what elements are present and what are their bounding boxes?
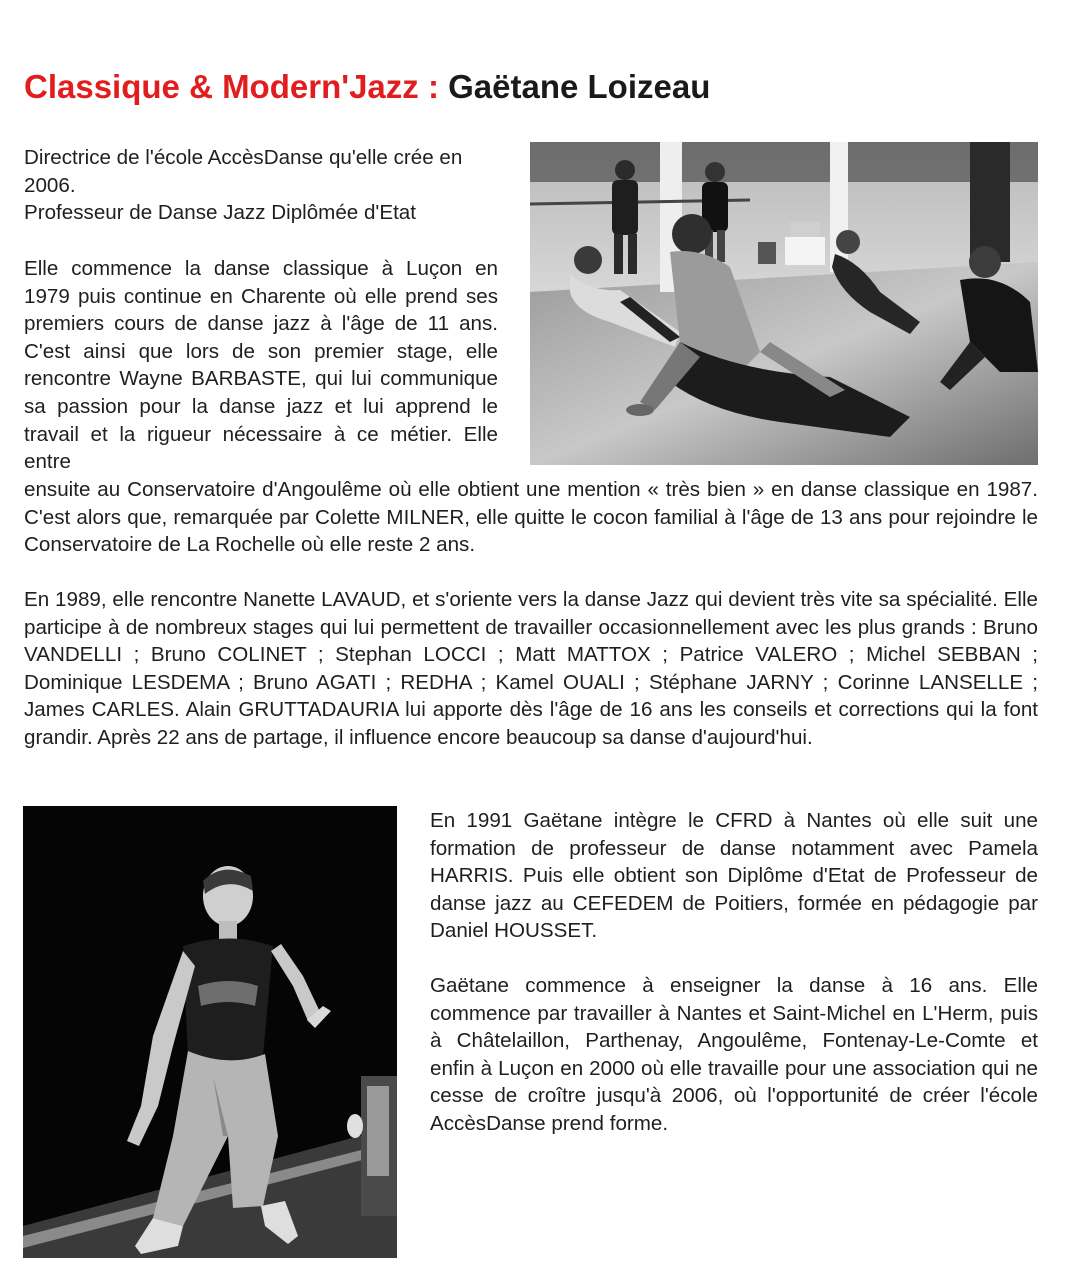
page-title: [24, 66, 710, 108]
paragraph-1-part-1: Elle commence la danse classique à Luçon en 1979 puis continue en Charente où elle prend ses premiers cours de danse jazz à l'âge de 11 ans. C'est ainsi que lors de son premier stage, elle rencontre Wayne BARBASTE, qui lui communique sa passion pour la danse jazz et lui apprend le travail et la rigueur nécessaire à ce métier. Elle entre: [24, 257, 498, 474]
intro-diploma: Professeur de Danse Jazz Diplômée d'Etat: [24, 201, 416, 225]
paragraph-2: [24, 586, 1038, 752]
title-teacher-name: Gaëtane Loizeau: [448, 68, 711, 105]
stage-dancer-photo-drawing: [23, 806, 397, 1258]
paragraph-1-wrapped: [24, 255, 498, 476]
paragraph-4-text: Gaëtane commence à enseigner la danse à 16 ans. Elle commence par travailler à Nantes et Saint-Michel en L'Herm, puis à Châtelaillon, Parthenay, Angoulême, Fontenay-Le-Comte et enfin à Luçon en 2000 où elle travaille pour une association qui ne cesse de croître jusqu'à 2006, où l'opportunité de créer l'école AccèsDanse prend forme.: [430, 974, 1038, 1135]
title-discipline: Classique & Modern'Jazz :: [24, 68, 439, 105]
paragraph-1-part-2: ensuite au Conservatoire d'Angoulême où elle obtient une mention « très bien » en danse classique en 1987. C'est alors que, remarquée par Colette MILNER, elle quitte le cocon familial à l'âge de 13 ans pour rejoindre le Conservatoire de La Rochelle où elle reste 2 ans.: [24, 478, 1038, 557]
paragraph-2-text: En 1989, elle rencontre Nanette LAVAUD, et s'oriente vers la danse Jazz qui devient très vite sa spécialité. Elle participe à de nombreux stages qui lui permettent de travailler occasionnellement avec les plus grands : Bruno VANDELLI ; Bruno COLINET ; Stephan LOCCI ; Matt MATTOX ; Patrice VALERO ; Michel SEBBAN ; Dominique LESDEMA ; Bruno AGATI ; REDHA ; Kamel OUALI ; Stéphane JARNY ; Corinne LANSELLE ; James CARLES. Alain GRUTTADAURIA lui apporte dès l'âge de 16 ans les conseils et corrections qui la font grandir. Après 22 ans de partage, il influence encore beaucoup sa danse d'aujourd'hui.: [24, 588, 1038, 749]
dance-class-photo-drawing: [530, 142, 1038, 465]
intro-text: [24, 144, 498, 227]
paragraph-3-text: En 1991 Gaëtane intègre le CFRD à Nantes où elle suit une formation de professeur de danse notamment avec Pamela HARRIS. Puis elle obtient son Diplôme d'Etat de Professeur de danse jazz au CEFEDEM de Poitiers, formée en pédagogie par Daniel HOUSSET.: [430, 809, 1038, 943]
intro-role: Directrice de l'école AccèsDanse qu'elle crée en 2006.: [24, 146, 463, 197]
paragraph-3: [430, 807, 1038, 945]
dance-class-photo: [530, 142, 1038, 465]
stage-dancer-photo: [23, 806, 397, 1258]
paragraph-4: [430, 972, 1038, 1138]
paragraph-1-continued: [24, 476, 1038, 559]
